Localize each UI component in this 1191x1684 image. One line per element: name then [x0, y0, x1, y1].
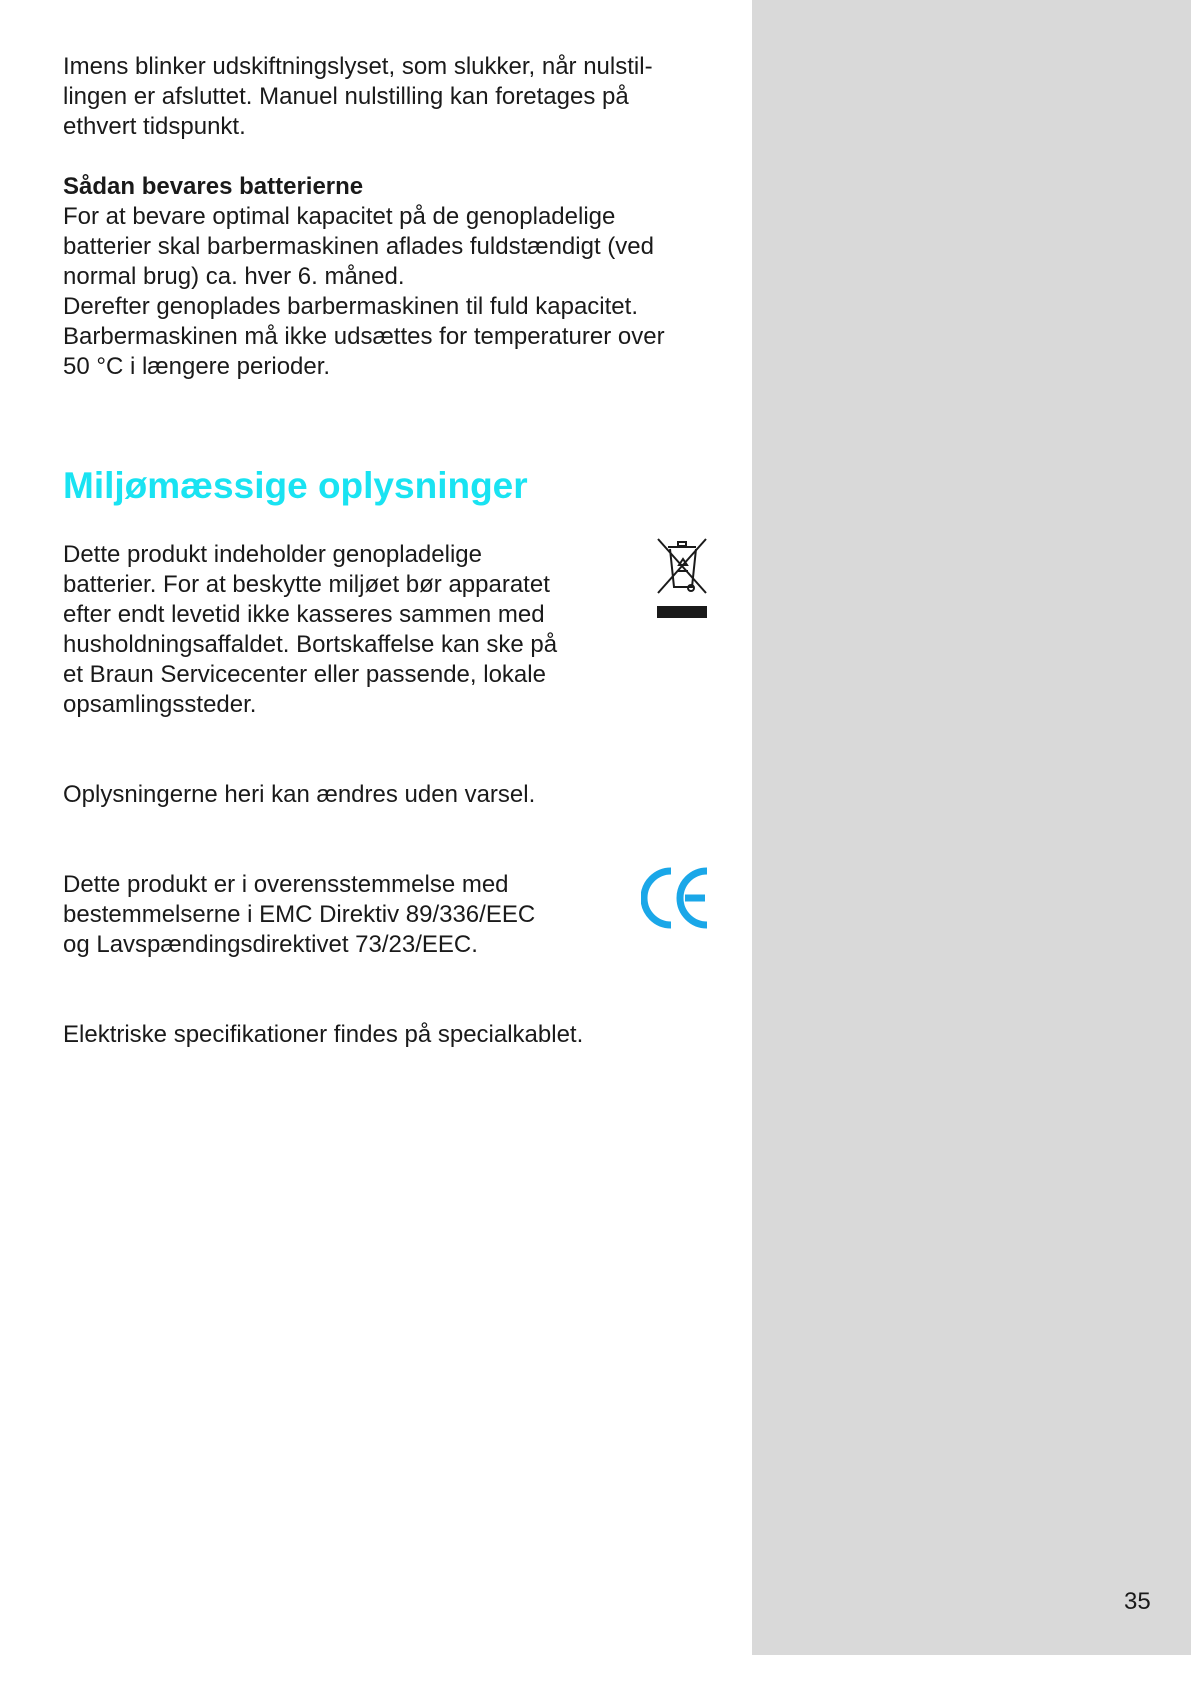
side-panel	[752, 0, 1191, 1655]
ce-mark-icon	[641, 865, 711, 931]
page-content	[63, 52, 723, 1050]
page-number: 35	[1124, 1588, 1151, 1615]
battery-heading: Sådan bevares batterierne	[63, 173, 364, 200]
battery-paragraph: For at bevare optimal kapacitet på de genopladelige batterier skal barbermaskinen aflades fuldstændigt (ved normal brug) ca. hver 6. måned. Derefter genoplades barbermaskinen til fuld kapacitet. Barbermaskinen må ikke udsættes for temperaturer over 50 °C i længere perioder.	[63, 203, 665, 380]
compliance-paragraph: Dette produkt er i overensstemmelse med bestemmelserne i EMC Direktiv 89/336/EEC og Lavspændingsdirektivet 73/23/EEC.	[63, 871, 536, 958]
intro-paragraph: Imens blinker udskiftningslyset, som slukker, når nulstil- lingen er afsluttet. Manuel nulstilling kan foretages på ethvert tidspunkt.	[63, 53, 653, 140]
crossed-out-wheelie-bin-icon	[652, 535, 712, 620]
environment-heading: Miljømæssige oplysninger	[63, 465, 528, 506]
environment-paragraph: Dette produkt indeholder genopladelige batterier. For at beskytte miljøet bør apparatet efter endt levetid ikke kasseres sammen med husholdningsaffaldet. Bortskaffelse kan ske på et Braun Servicecenter eller passende, lokale opsamlingssteder.	[63, 541, 558, 718]
specs-paragraph: Elektriske specifikationer findes på specialkablet.	[63, 1021, 584, 1048]
notice-paragraph: Oplysningerne heri kan ændres uden varsel.	[63, 781, 536, 808]
